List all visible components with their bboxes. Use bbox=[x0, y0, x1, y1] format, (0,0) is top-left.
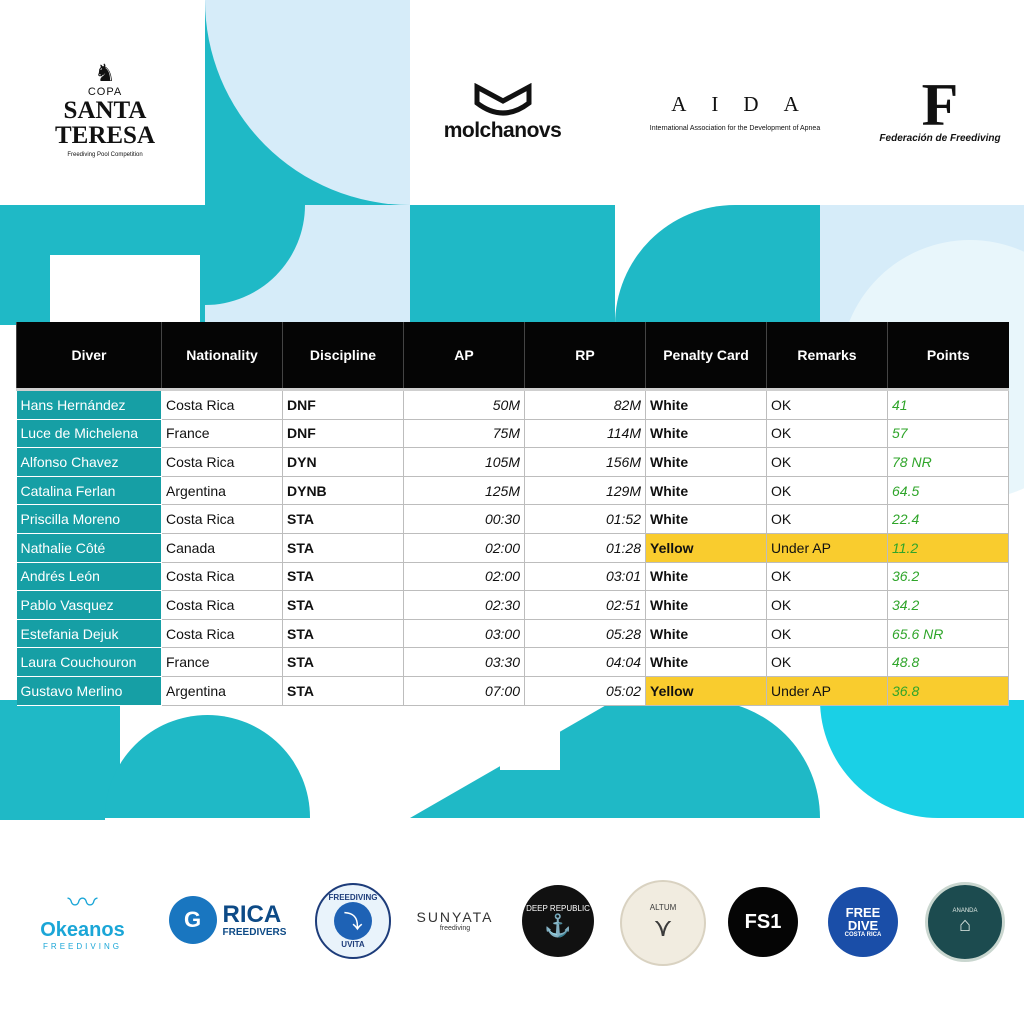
dive-label: DIVE bbox=[847, 918, 879, 933]
rica-label: RICA bbox=[222, 900, 282, 928]
table-row bbox=[17, 648, 1009, 677]
cell-points: 11.2 bbox=[888, 533, 1009, 562]
cell-penalty-card: White bbox=[646, 591, 767, 620]
table-row bbox=[17, 476, 1009, 505]
cell-remarks: Under AP bbox=[767, 533, 888, 562]
cell-remarks: OK bbox=[767, 562, 888, 591]
header-rp: RP bbox=[525, 322, 646, 390]
cell-remarks: OK bbox=[767, 619, 888, 648]
teresa-label: TERESA bbox=[54, 122, 156, 149]
cell-diver: Hans Hernández bbox=[17, 390, 162, 420]
cell-points: 41 bbox=[888, 390, 1009, 420]
cell-remarks: OK bbox=[767, 476, 888, 505]
cell-discipline: STA bbox=[283, 505, 404, 534]
table-row bbox=[17, 419, 1009, 448]
rica-g-icon: G bbox=[169, 896, 217, 944]
cell-ap: 125M bbox=[404, 476, 525, 505]
header-penalty-card: Penalty Card bbox=[646, 322, 767, 390]
cell-diver: Laura Couchouron bbox=[17, 648, 162, 677]
cell-ap: 02:00 bbox=[404, 562, 525, 591]
cell-discipline: DNF bbox=[283, 390, 404, 420]
okeanos-sub: FREEDIVING bbox=[43, 942, 122, 951]
mask-icon bbox=[473, 83, 533, 117]
ananda-logo bbox=[925, 882, 1005, 962]
cell-ap: 07:00 bbox=[404, 676, 525, 705]
table-row bbox=[17, 591, 1009, 620]
cell-discipline: STA bbox=[283, 562, 404, 591]
table-row bbox=[17, 676, 1009, 705]
ananda-label: ANANDA bbox=[952, 907, 978, 914]
table-row bbox=[17, 562, 1009, 591]
aida-letters: AIDA bbox=[671, 92, 824, 116]
table-header bbox=[17, 322, 1009, 390]
cell-diver: Estefania Dejuk bbox=[17, 619, 162, 648]
cell-ap: 105M bbox=[404, 448, 525, 477]
altum-logo bbox=[620, 880, 706, 966]
cell-diver: Andrés León bbox=[17, 562, 162, 591]
cell-nationality: France bbox=[162, 648, 283, 677]
cell-points: 22.4 bbox=[888, 505, 1009, 534]
molchanovs-logo bbox=[440, 78, 565, 148]
molchanovs-label: molchanovs bbox=[443, 119, 562, 142]
table-row bbox=[17, 533, 1009, 562]
deep-republic-logo bbox=[522, 885, 594, 957]
aida-logo bbox=[645, 72, 825, 152]
cell-nationality: Costa Rica bbox=[162, 562, 283, 591]
cell-nationality: Costa Rica bbox=[162, 390, 283, 420]
whale-tail-icon: ⋎ bbox=[653, 912, 673, 942]
sunyata-label: SUNYATA bbox=[416, 908, 494, 925]
crest-icon: ♞ bbox=[94, 60, 116, 87]
cell-rp: 05:28 bbox=[525, 619, 646, 648]
cell-points: 57 bbox=[888, 419, 1009, 448]
cell-points: 34.2 bbox=[888, 591, 1009, 620]
santa-label: SANTA bbox=[63, 97, 147, 124]
rica-freedivers-logo bbox=[160, 890, 295, 950]
cell-nationality: Costa Rica bbox=[162, 591, 283, 620]
copa-santa-teresa-logo bbox=[45, 55, 165, 165]
cell-diver: Pablo Vasquez bbox=[17, 591, 162, 620]
diver-icon: ⤵ bbox=[334, 902, 372, 940]
cell-penalty-card: White bbox=[646, 562, 767, 591]
cell-nationality: Costa Rica bbox=[162, 448, 283, 477]
cell-penalty-card: White bbox=[646, 419, 767, 448]
header-diver: Diver bbox=[17, 322, 162, 390]
cell-nationality: France bbox=[162, 419, 283, 448]
federacion-f-mark: F bbox=[921, 71, 959, 138]
table-row bbox=[17, 448, 1009, 477]
cell-ap: 03:00 bbox=[404, 619, 525, 648]
cell-rp: 02:51 bbox=[525, 591, 646, 620]
cell-discipline: STA bbox=[283, 591, 404, 620]
table-body bbox=[17, 390, 1009, 706]
cell-rp: 01:28 bbox=[525, 533, 646, 562]
federacion-label: Federación de Freediving bbox=[879, 132, 1001, 144]
cell-remarks: OK bbox=[767, 648, 888, 677]
header-points: Points bbox=[888, 322, 1009, 390]
cell-rp: 114M bbox=[525, 419, 646, 448]
uvita-top-label: FREEDIVING bbox=[328, 893, 378, 902]
cell-penalty-card: White bbox=[646, 448, 767, 477]
copa-label: COPA bbox=[87, 86, 123, 98]
okeanos-logo bbox=[30, 885, 135, 955]
table-row bbox=[17, 505, 1009, 534]
copa-tagline: Freediving Pool Competition bbox=[67, 152, 143, 158]
aida-tagline: International Association for the Development of Apnea bbox=[649, 125, 821, 132]
cell-points: 48.8 bbox=[888, 648, 1009, 677]
cell-rp: 03:01 bbox=[525, 562, 646, 591]
cell-rp: 04:04 bbox=[525, 648, 646, 677]
cell-discipline: STA bbox=[283, 533, 404, 562]
cell-remarks: Under AP bbox=[767, 676, 888, 705]
cell-penalty-card: White bbox=[646, 648, 767, 677]
header-row bbox=[17, 322, 1009, 390]
cell-discipline: DYNB bbox=[283, 476, 404, 505]
freediving-uvita-logo bbox=[315, 883, 391, 959]
cell-points: 65.6 NR bbox=[888, 619, 1009, 648]
cell-points: 78 NR bbox=[888, 448, 1009, 477]
federacion-logo bbox=[870, 70, 1010, 150]
deep-republic-label: DEEP REPUBLIC bbox=[526, 903, 590, 913]
cell-nationality: Argentina bbox=[162, 676, 283, 705]
cell-ap: 75M bbox=[404, 419, 525, 448]
cell-rp: 05:02 bbox=[525, 676, 646, 705]
cell-diver: Priscilla Moreno bbox=[17, 505, 162, 534]
house-icon: ⌂ bbox=[958, 913, 972, 936]
cell-rp: 01:52 bbox=[525, 505, 646, 534]
cell-remarks: OK bbox=[767, 591, 888, 620]
cell-remarks: OK bbox=[767, 505, 888, 534]
cell-penalty-card: White bbox=[646, 476, 767, 505]
sunyata-sub: freediving bbox=[439, 924, 471, 932]
cell-nationality: Argentina bbox=[162, 476, 283, 505]
cell-remarks: OK bbox=[767, 419, 888, 448]
cell-discipline: STA bbox=[283, 648, 404, 677]
cell-nationality: Canada bbox=[162, 533, 283, 562]
cell-ap: 02:30 bbox=[404, 591, 525, 620]
cell-rp: 82M bbox=[525, 390, 646, 420]
cell-discipline: DNF bbox=[283, 419, 404, 448]
cell-ap: 50M bbox=[404, 390, 525, 420]
cell-remarks: OK bbox=[767, 448, 888, 477]
fs1-label: FS1 bbox=[744, 910, 782, 933]
cell-diver: Nathalie Côté bbox=[17, 533, 162, 562]
cell-ap: 00:30 bbox=[404, 505, 525, 534]
cell-ap: 02:00 bbox=[404, 533, 525, 562]
cell-penalty-card: White bbox=[646, 619, 767, 648]
cell-discipline: DYN bbox=[283, 448, 404, 477]
cell-diver: Luce de Michelena bbox=[17, 419, 162, 448]
header-ap: AP bbox=[404, 322, 525, 390]
rica-sub: FREEDIVERS bbox=[222, 926, 287, 938]
cell-diver: Catalina Ferlan bbox=[17, 476, 162, 505]
cell-diver: Alfonso Chavez bbox=[17, 448, 162, 477]
cell-points: 64.5 bbox=[888, 476, 1009, 505]
cell-rp: 129M bbox=[525, 476, 646, 505]
uvita-bottom-label: UVITA bbox=[341, 940, 365, 949]
divers-icon: ⚓ bbox=[544, 912, 572, 938]
sunyata-logo bbox=[410, 885, 500, 955]
wave-icon: 〰 bbox=[67, 887, 98, 920]
altum-label: ALTUM bbox=[649, 903, 677, 912]
costa-rica-label: COSTA RICA bbox=[844, 932, 882, 938]
cell-rp: 156M bbox=[525, 448, 646, 477]
okeanos-label: Okeanos bbox=[40, 919, 125, 941]
cell-penalty-card: Yellow bbox=[646, 533, 767, 562]
cell-penalty-card: White bbox=[646, 505, 767, 534]
fs1-logo bbox=[728, 887, 798, 957]
cell-penalty-card: Yellow bbox=[646, 676, 767, 705]
cell-ap: 03:30 bbox=[404, 648, 525, 677]
table-row bbox=[17, 390, 1009, 420]
cell-remarks: OK bbox=[767, 390, 888, 420]
free-label: FREE bbox=[845, 905, 881, 920]
cell-points: 36.2 bbox=[888, 562, 1009, 591]
results-table bbox=[16, 322, 1009, 706]
cell-points: 36.8 bbox=[888, 676, 1009, 705]
cell-discipline: STA bbox=[283, 619, 404, 648]
header-remarks: Remarks bbox=[767, 322, 888, 390]
header-discipline: Discipline bbox=[283, 322, 404, 390]
cell-discipline: STA bbox=[283, 676, 404, 705]
table-row bbox=[17, 619, 1009, 648]
cell-nationality: Costa Rica bbox=[162, 505, 283, 534]
cell-nationality: Costa Rica bbox=[162, 619, 283, 648]
header-nationality: Nationality bbox=[162, 322, 283, 390]
cell-diver: Gustavo Merlino bbox=[17, 676, 162, 705]
cell-penalty-card: White bbox=[646, 390, 767, 420]
free-dive-costa-rica-logo bbox=[828, 887, 898, 957]
